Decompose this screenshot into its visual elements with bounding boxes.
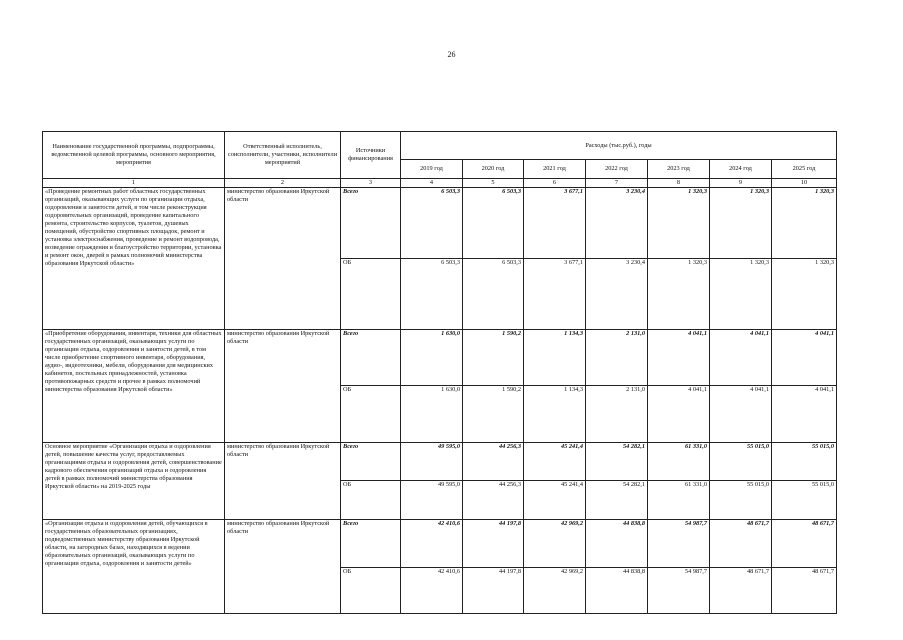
header-source: Источники финансирования <box>341 132 401 179</box>
ob-value: 1 134,3 <box>524 386 586 443</box>
executor: министерство образования Иркутской области <box>225 520 341 614</box>
source-ob-label: ОБ <box>341 568 401 614</box>
column-number: 7 <box>586 179 648 188</box>
ob-value: 4 041,1 <box>648 386 710 443</box>
column-number: 1 <box>43 179 225 188</box>
budget-table <box>42 131 837 614</box>
measure-name: Основное мероприятие «Организация отдыха и оздоровления детей, повышение качества услуг, предоставляемых организациями отдыха и оздоровления детей, совершенствование кадрового обеспечения организаций отдыха и оздоровления детей в рамках полномочий министерства образования Иркутской области» на 2019-2025 годы <box>43 443 225 520</box>
source-ob-label: ОБ <box>341 259 401 330</box>
ob-value: 49 595,0 <box>401 481 463 520</box>
column-number: 9 <box>710 179 772 188</box>
ob-value: 44 838,8 <box>586 568 648 614</box>
column-number-row <box>43 179 837 188</box>
ob-value: 1 320,3 <box>648 259 710 330</box>
total-value: 48 671,7 <box>710 520 772 568</box>
total-value: 55 015,0 <box>772 443 837 481</box>
total-value: 45 241,4 <box>524 443 586 481</box>
header-executor: Ответственный исполнитель, соисполнители, участники, исполнители мероприятий <box>225 132 341 179</box>
column-number: 8 <box>648 179 710 188</box>
ob-value: 44 256,3 <box>463 481 524 520</box>
total-value: 55 015,0 <box>710 443 772 481</box>
column-number: 6 <box>524 179 586 188</box>
ob-value: 48 671,7 <box>710 568 772 614</box>
header-name: Наименование государственной программы, подпрограммы, ведомственной целевой программы, основного мероприятия, мероприятия <box>43 132 225 179</box>
ob-value: 2 131,0 <box>586 386 648 443</box>
total-value: 49 595,0 <box>401 443 463 481</box>
total-value: 44 197,8 <box>463 520 524 568</box>
column-number: 3 <box>341 179 401 188</box>
table-row <box>43 330 837 386</box>
total-value: 54 282,1 <box>586 443 648 481</box>
ob-value: 4 041,1 <box>772 386 837 443</box>
measure-name: «Приобретение оборудования, инвентаря, техники для областных государственных организаций, оказывающих услуги по организации отдыха, оздоровления и занятости детей, в том числе приобретение спортивного инвентаря, оборудования, аудио-, видеотехники, мебели, оборудования для медицинских кабинетов, постельных принадлежностей, установка противопожарных средств и прочее в рамках полномочий министерства образования Иркутской области» <box>43 330 225 443</box>
ob-value: 6 503,3 <box>401 259 463 330</box>
header-year: 2021 год <box>524 160 586 179</box>
total-value: 4 041,1 <box>772 330 837 386</box>
column-number: 2 <box>225 179 341 188</box>
total-value: 3 677,1 <box>524 188 586 259</box>
total-value: 1 590,2 <box>463 330 524 386</box>
total-value: 1 320,3 <box>710 188 772 259</box>
executor: министерство образования Иркутской области <box>225 330 341 443</box>
executor: министерство образования Иркутской области <box>225 443 341 520</box>
ob-value: 1 320,3 <box>772 259 837 330</box>
column-number: 5 <box>463 179 524 188</box>
ob-value: 44 197,8 <box>463 568 524 614</box>
ob-value: 61 331,0 <box>648 481 710 520</box>
source-total-label: Всего <box>341 520 401 568</box>
ob-value: 6 503,3 <box>463 259 524 330</box>
source-ob-label: ОБ <box>341 481 401 520</box>
ob-value: 1 320,3 <box>710 259 772 330</box>
ob-value: 42 410,6 <box>401 568 463 614</box>
header-year: 2024 год <box>710 160 772 179</box>
ob-value: 55 015,0 <box>772 481 837 520</box>
total-value: 2 131,0 <box>586 330 648 386</box>
total-value: 42 969,2 <box>524 520 586 568</box>
ob-value: 1 630,0 <box>401 386 463 443</box>
table-row <box>43 188 837 259</box>
measure-name: «Проведение ремонтных работ областных государственных организаций, оказывающих услуги по организации отдыха, оздоровления и занятости детей, в том числе реконструкция оздоровительных организаций, проведение капитального ремонта, строительство корпусов, туалетов, душевых помещений, обустройство спортивных площадок, ремонт и установка электроснабжения, проведение и ремонт водопровода, возведение ограждения и благоустройство территории, установка и ремонт окон, дверей в рамках полномочий министерства образования Иркутской области» <box>43 188 225 330</box>
total-value: 48 671,7 <box>772 520 837 568</box>
ob-value: 45 241,4 <box>524 481 586 520</box>
total-value: 1 320,3 <box>648 188 710 259</box>
header-year: 2019 год <box>401 160 463 179</box>
ob-value: 1 590,2 <box>463 386 524 443</box>
ob-value: 3 230,4 <box>586 259 648 330</box>
source-total-label: Всего <box>341 330 401 386</box>
header-year: 2023 год <box>648 160 710 179</box>
total-value: 54 987,7 <box>648 520 710 568</box>
header-year: 2020 год <box>463 160 524 179</box>
header-expenses: Расходы (тыс.руб.), годы <box>401 132 837 160</box>
table-row <box>43 443 837 481</box>
ob-value: 54 987,7 <box>648 568 710 614</box>
ob-value: 42 969,2 <box>524 568 586 614</box>
total-value: 1 134,3 <box>524 330 586 386</box>
total-value: 6 503,3 <box>401 188 463 259</box>
source-ob-label: ОБ <box>341 386 401 443</box>
total-value: 6 503,3 <box>463 188 524 259</box>
ob-value: 48 671,7 <box>772 568 837 614</box>
measure-name: «Организация отдыха и оздоровления детей, обучающихся в государственных образовательных организациях, подведомственных министерству образования Иркутской области, на загородных базах, находящихся в ведении образовательных организаций, оказывающих услуги по организации отдыха, оздоровления и занятости детей» <box>43 520 225 614</box>
column-number: 10 <box>772 179 837 188</box>
total-value: 42 410,6 <box>401 520 463 568</box>
table-row <box>43 520 837 568</box>
source-total-label: Всего <box>341 443 401 481</box>
total-value: 1 630,0 <box>401 330 463 386</box>
executor: министерство образования Иркутской области <box>225 188 341 330</box>
total-value: 4 041,1 <box>648 330 710 386</box>
total-value: 44 256,3 <box>463 443 524 481</box>
source-total-label: Всего <box>341 188 401 259</box>
column-number: 4 <box>401 179 463 188</box>
ob-value: 54 282,1 <box>586 481 648 520</box>
ob-value: 55 015,0 <box>710 481 772 520</box>
ob-value: 3 677,1 <box>524 259 586 330</box>
total-value: 4 041,1 <box>710 330 772 386</box>
total-value: 1 320,3 <box>772 188 837 259</box>
page-number: 26 <box>447 50 456 59</box>
total-value: 3 230,4 <box>586 188 648 259</box>
ob-value: 4 041,1 <box>710 386 772 443</box>
total-value: 44 838,8 <box>586 520 648 568</box>
header-year: 2025 год <box>772 160 837 179</box>
header-year: 2022 год <box>586 160 648 179</box>
total-value: 61 331,0 <box>648 443 710 481</box>
